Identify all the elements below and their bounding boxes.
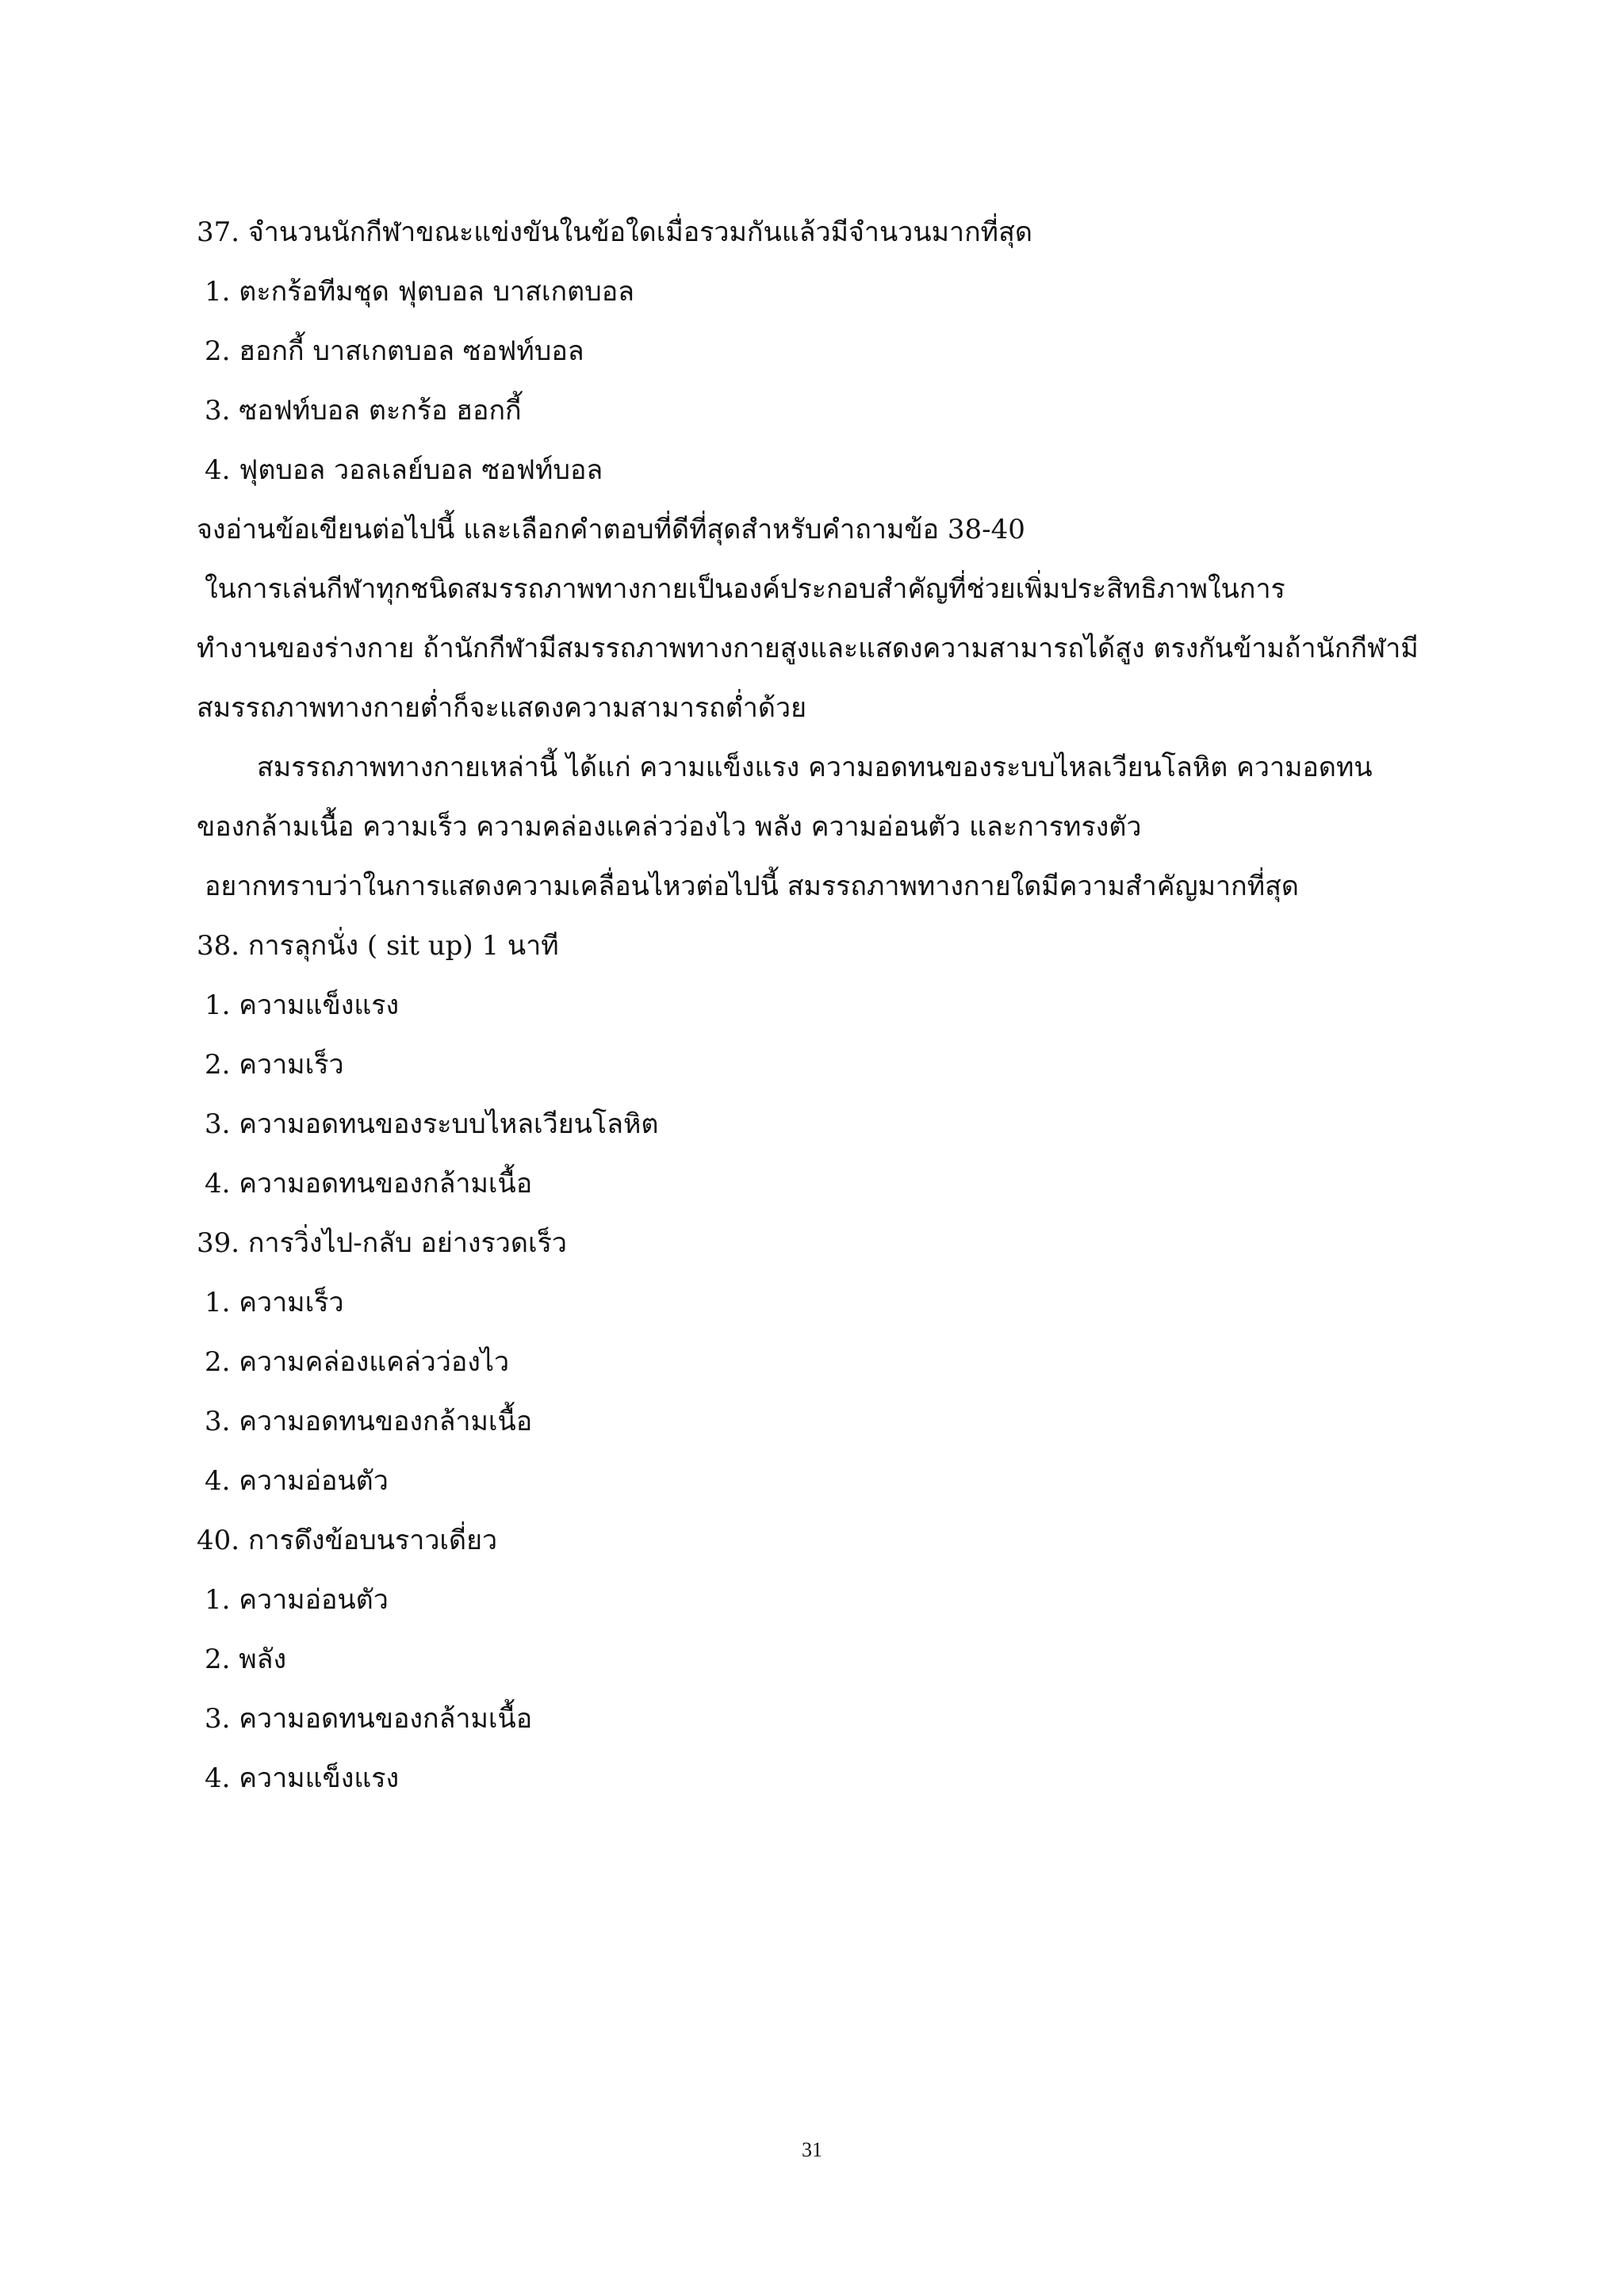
question-38-option-3: 3. ความอดทนของระบบไหลเวียนโลหิต xyxy=(205,1108,659,1140)
question-40-option-1: 1. ความอ่อนตัว xyxy=(205,1584,389,1616)
question-40-option-4: 4. ความแข็งแรง xyxy=(205,1762,400,1794)
question-39-option-2: 2. ความคล่องแคล่วว่องไว xyxy=(205,1346,510,1378)
passage-line-4: สมรรถภาพทางกายเหล่านี้ ได้แก่ ความแข็งแรง ความอดทนของระบบไหลเวียนโลหิต ความอดทน xyxy=(257,752,1373,783)
page-content xyxy=(197,208,1465,1813)
reading-instruction: จงอ่านข้อเขียนต่อไปนี้ และเลือกคำตอบที่ดีที่สุดสำหรับคำถามข้อ 38-40 xyxy=(197,514,1025,545)
passage-line-1: ในการเล่นกีฬาทุกชนิดสมรรถภาพทางกายเป็นองค์ประกอบสำคัญที่ช่วยเพิ่มประสิทธิภาพในการ xyxy=(205,573,1285,605)
question-39-option-1: 1. ความเร็ว xyxy=(205,1287,344,1318)
question-39: 39. การวิ่งไป-กลับ อย่างรวดเร็ว xyxy=(197,1227,567,1259)
question-38-option-4: 4. ความอดทนของกล้ามเนื้อ xyxy=(205,1168,533,1200)
question-40: 40. การดึงข้อบนราวเดี่ยว xyxy=(197,1525,498,1556)
passage-line-2: ทำงานของร่างกาย ถ้านักกีฬามีสมรรถภาพทางกายสูงและแสดงความสามารถได้สูง ตรงกันข้ามถ้านักกีฬามี xyxy=(197,633,1419,664)
question-38: 38. การลุกนั่ง ( sit up) 1 นาที xyxy=(197,930,559,962)
question-38-option-2: 2. ความเร็ว xyxy=(205,1049,344,1081)
passage-question: อยากทราบว่าในการแสดงความเคลื่อนไหวต่อไปนี้ สมรรถภาพทางกายใดมีความสำคัญมากที่สุด xyxy=(205,871,1299,902)
question-37: 37. จำนวนนักกีฬาขณะแข่งขันในข้อใดเมื่อรวมกันแล้วมีจำนวนมากที่สุด xyxy=(197,216,1032,248)
page-number: 31 xyxy=(802,2138,822,2161)
question-40-option-3: 3. ความอดทนของกล้ามเนื้อ xyxy=(205,1703,533,1735)
question-40-option-2: 2. พลัง xyxy=(205,1644,287,1675)
question-37-option-2: 2. ฮอกกี้ บาสเกตบอล ซอฟท์บอล xyxy=(205,335,584,367)
passage-line-3: สมรรถภาพทางกายต่ำก็จะแสดงความสามารถต่ำด้วย xyxy=(197,692,806,724)
question-37-option-1: 1. ตะกร้อทีมชุด ฟุตบอล บาสเกตบอล xyxy=(205,276,634,308)
question-39-option-4: 4. ความอ่อนตัว xyxy=(205,1465,389,1497)
question-37-option-3: 3. ซอฟท์บอล ตะกร้อ ฮอกกี้ xyxy=(205,395,522,427)
question-38-option-1: 1. ความแข็งแรง xyxy=(205,989,400,1021)
question-37-option-4: 4. ฟุตบอล วอลเลย์บอล ซอฟท์บอล xyxy=(205,454,603,486)
question-39-option-3: 3. ความอดทนของกล้ามเนื้อ xyxy=(205,1406,533,1437)
passage-line-5: ของกล้ามเนื้อ ความเร็ว ความคล่องแคล่วว่องไว พลัง ความอ่อนตัว และการทรงตัว xyxy=(197,811,1142,843)
